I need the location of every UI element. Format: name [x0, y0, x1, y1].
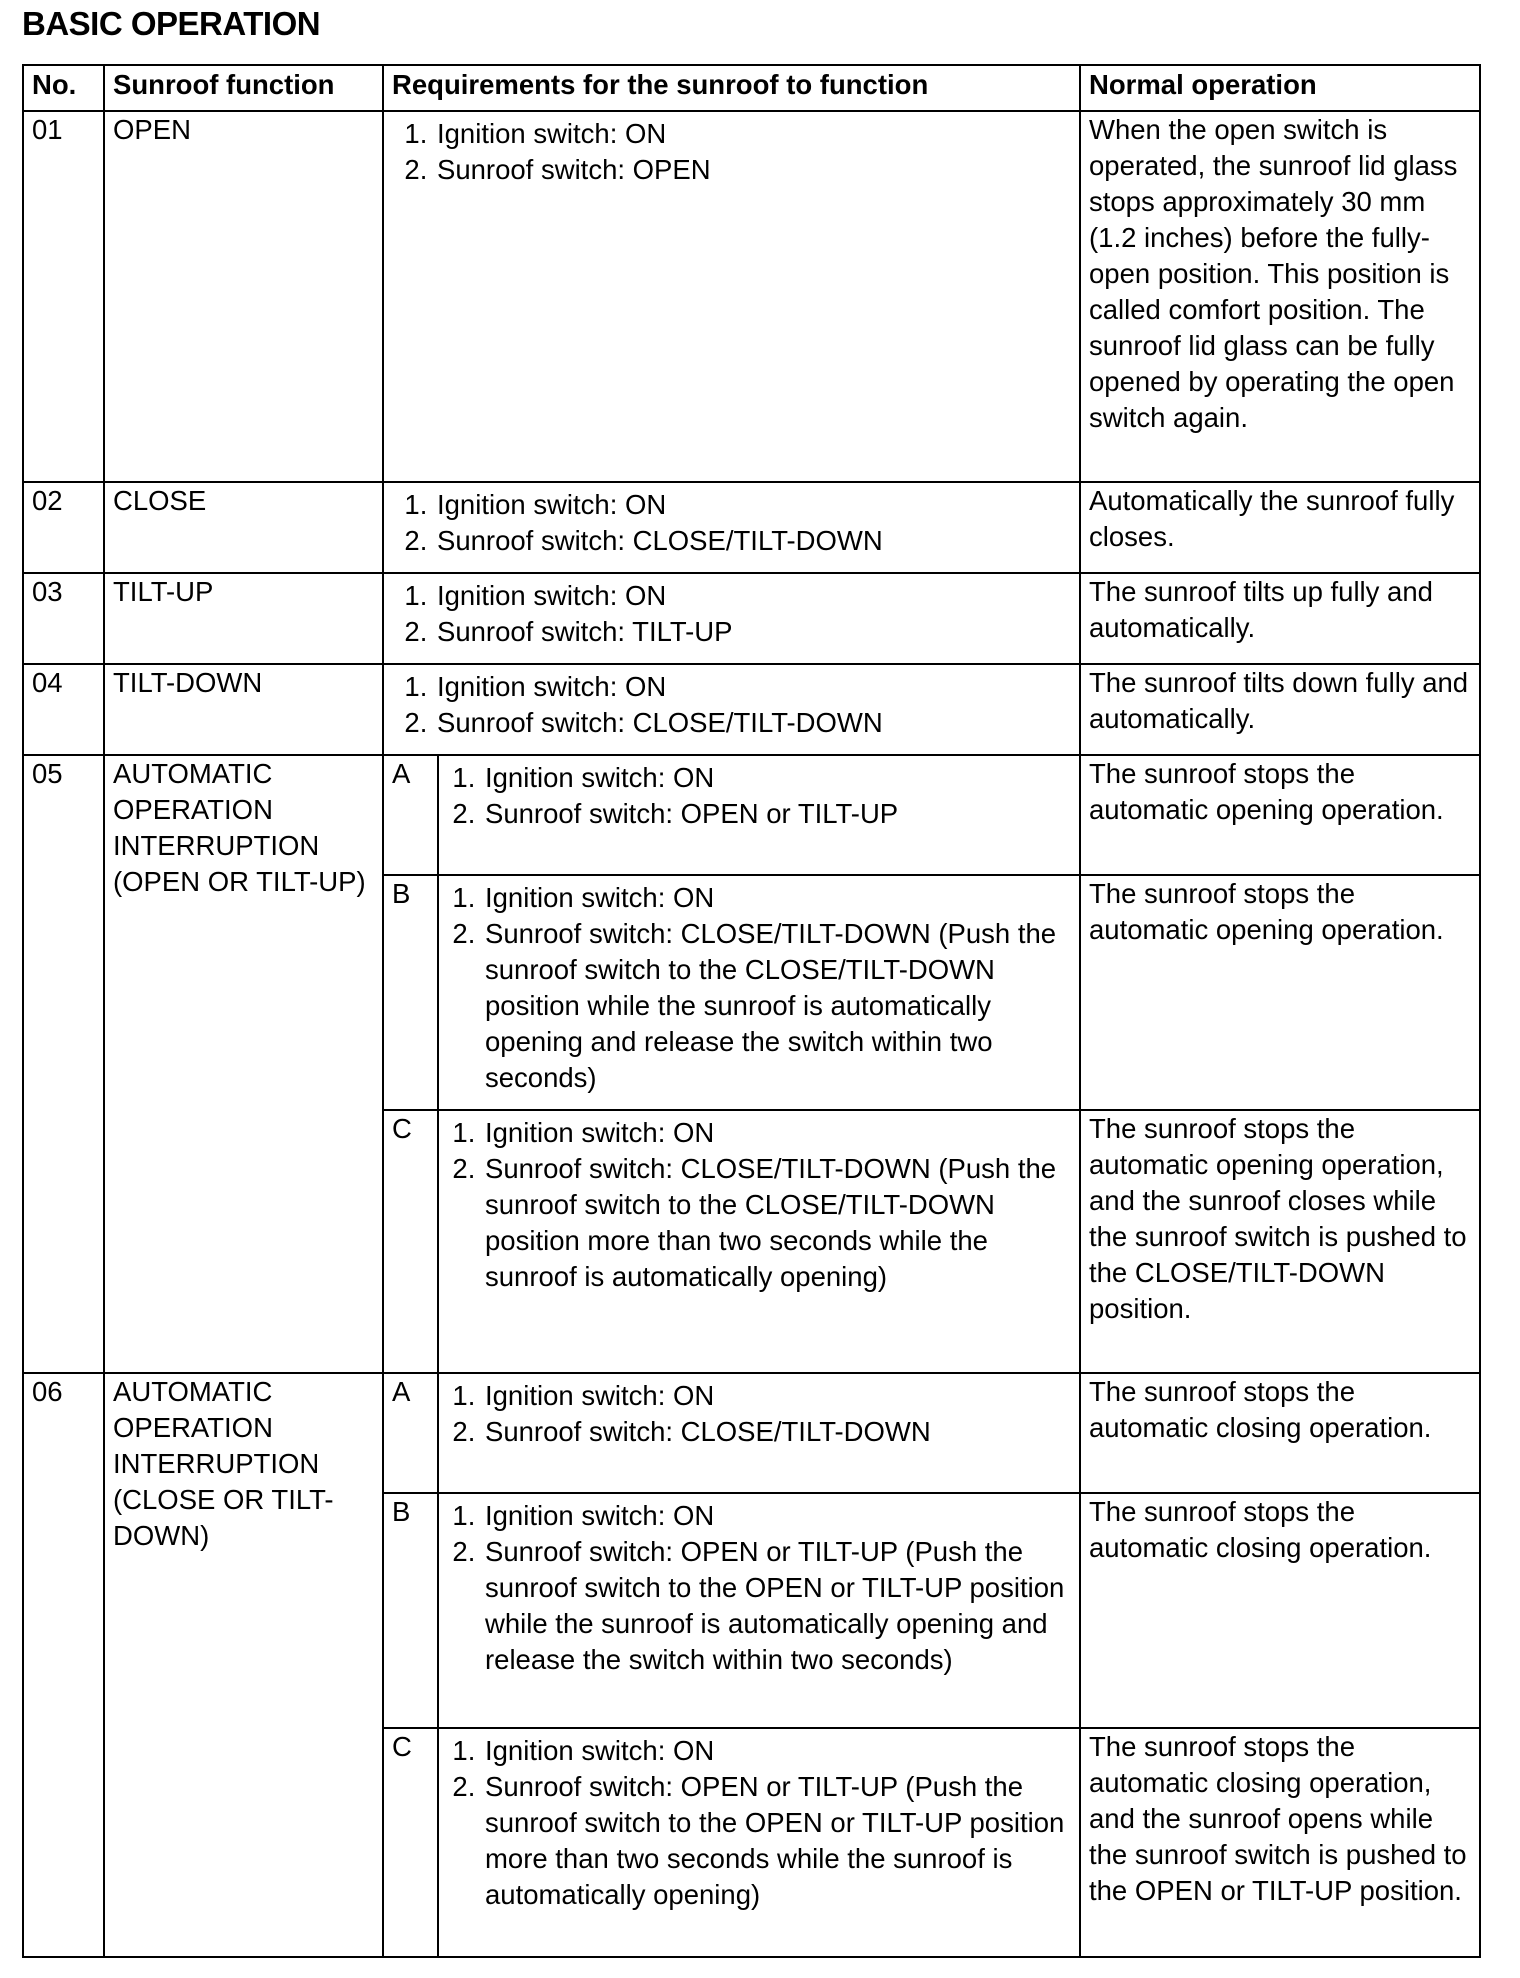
sub-letter: C — [383, 1728, 438, 1957]
sub-letter: A — [383, 1373, 438, 1493]
requirement-item: 1. Ignition switch: ON — [483, 1378, 1065, 1414]
table-row — [23, 1373, 1480, 1493]
row-number: 06 — [23, 1373, 104, 1957]
normal-operation-cell: The sunroof stops the automatic closing operation. — [1080, 1373, 1480, 1493]
header-row — [23, 65, 1480, 111]
requirements-list — [447, 1729, 1071, 1913]
requirement-item: 2. Sunroof switch: CLOSE/TILT-DOWN — [483, 1414, 1065, 1450]
requirement-item: 1. Ignition switch: ON — [483, 880, 1065, 916]
requirements-list — [392, 112, 1071, 188]
requirements-cell — [438, 755, 1080, 875]
requirement-item: 1. Ignition switch: ON — [483, 1733, 1065, 1769]
requirement-item: 1. Ignition switch: ON — [435, 116, 1065, 152]
header-requirements: Requirements for the sunroof to function — [383, 65, 1080, 111]
requirement-item: 2. Sunroof switch: CLOSE/TILT-DOWN — [435, 523, 1065, 559]
header-no: No. — [23, 65, 104, 111]
requirement-item: 2. Sunroof switch: CLOSE/TILT-DOWN — [435, 705, 1065, 741]
requirement-item: 2. Sunroof switch: TILT-UP — [435, 614, 1065, 650]
row-number: 01 — [23, 111, 104, 482]
requirement-item: 1. Ignition switch: ON — [435, 669, 1065, 705]
table-row — [23, 482, 1480, 573]
requirement-item: 2. Sunroof switch: CLOSE/TILT-DOWN (Push the sunroof switch to the CLOSE/TILT-DOWN position more than two seconds while the sunroof is automatically opening) — [483, 1151, 1065, 1295]
normal-operation-cell: The sunroof stops the automatic opening operation. — [1080, 755, 1480, 875]
function-cell: CLOSE — [104, 482, 383, 573]
requirements-cell — [383, 111, 1080, 482]
requirements-list — [392, 665, 1071, 741]
row-number: 04 — [23, 664, 104, 755]
requirements-list — [447, 1374, 1071, 1450]
table-row — [23, 111, 1480, 482]
requirements-list — [447, 756, 1071, 832]
requirements-list — [392, 483, 1071, 559]
header-function: Sunroof function — [104, 65, 383, 111]
function-cell: AUTOMATIC OPERATION INTERRUPTION (OPEN OR TILT-UP) — [104, 755, 383, 1373]
table-row — [23, 755, 1480, 875]
requirements-cell — [383, 664, 1080, 755]
requirement-item: 2. Sunroof switch: OPEN or TILT-UP (Push the sunroof switch to the OPEN or TILT-UP position while the sunroof is automatically opening and release the switch within two seconds) — [483, 1534, 1065, 1678]
normal-operation-cell: The sunroof stops the automatic closing operation. — [1080, 1493, 1480, 1728]
requirement-item: 1. Ignition switch: ON — [435, 578, 1065, 614]
requirement-item: 1. Ignition switch: ON — [435, 487, 1065, 523]
sub-letter: B — [383, 875, 438, 1110]
normal-operation-cell: The sunroof tilts down fully and automatically. — [1080, 664, 1480, 755]
requirement-item: 1. Ignition switch: ON — [483, 1498, 1065, 1534]
requirement-item: 1. Ignition switch: ON — [483, 760, 1065, 796]
requirements-cell — [438, 1373, 1080, 1493]
requirements-cell — [438, 1493, 1080, 1728]
requirement-item: 2. Sunroof switch: OPEN or TILT-UP (Push the sunroof switch to the OPEN or TILT-UP position more than two seconds while the sunroof is automatically opening) — [483, 1769, 1065, 1913]
normal-operation-cell: The sunroof stops the automatic opening operation, and the sunroof closes while the sunroof switch is pushed to the CLOSE/TILT-DOWN position. — [1080, 1110, 1480, 1373]
header-normal-operation: Normal operation — [1080, 65, 1480, 111]
sub-letter: A — [383, 755, 438, 875]
normal-operation-cell: The sunroof stops the automatic closing operation, and the sunroof opens while the sunroof switch is pushed to the OPEN or TILT-UP position. — [1080, 1728, 1480, 1957]
sub-letter: B — [383, 1493, 438, 1728]
requirements-list — [392, 574, 1071, 650]
row-number: 05 — [23, 755, 104, 1373]
requirement-item: 2. Sunroof switch: OPEN — [435, 152, 1065, 188]
requirements-cell — [438, 1728, 1080, 1957]
requirement-item: 2. Sunroof switch: CLOSE/TILT-DOWN (Push the sunroof switch to the CLOSE/TILT-DOWN position while the sunroof is automatically opening and release the switch within two seconds) — [483, 916, 1065, 1096]
page-title: BASIC OPERATION — [22, 5, 321, 42]
function-cell: OPEN — [104, 111, 383, 482]
requirements-cell — [383, 482, 1080, 573]
normal-operation-cell: Automatically the sunroof fully closes. — [1080, 482, 1480, 573]
sub-letter: C — [383, 1110, 438, 1373]
function-cell: TILT-UP — [104, 573, 383, 664]
requirements-list — [447, 1111, 1071, 1295]
requirements-cell — [438, 1110, 1080, 1373]
table-row — [23, 664, 1480, 755]
requirements-list — [447, 1494, 1071, 1678]
requirement-item: 1. Ignition switch: ON — [483, 1115, 1065, 1151]
table-row — [23, 573, 1480, 664]
requirements-cell — [383, 573, 1080, 664]
requirement-item: 2. Sunroof switch: OPEN or TILT-UP — [483, 796, 1065, 832]
normal-operation-cell: The sunroof tilts up fully and automatically. — [1080, 573, 1480, 664]
row-number: 03 — [23, 573, 104, 664]
requirements-list — [447, 876, 1071, 1096]
basic-operation-table — [22, 64, 1481, 1958]
row-number: 02 — [23, 482, 104, 573]
function-cell: TILT-DOWN — [104, 664, 383, 755]
requirements-cell — [438, 875, 1080, 1110]
normal-operation-cell: When the open switch is operated, the sunroof lid glass stops approximately 30 mm (1.2 inches) before the fully-open position. This position is called comfort position. The sunroof lid glass can be fully opened by operating the open switch again. — [1080, 111, 1480, 482]
normal-operation-cell: The sunroof stops the automatic opening operation. — [1080, 875, 1480, 1110]
function-cell: AUTOMATIC OPERATION INTERRUPTION (CLOSE OR TILT-DOWN) — [104, 1373, 383, 1957]
